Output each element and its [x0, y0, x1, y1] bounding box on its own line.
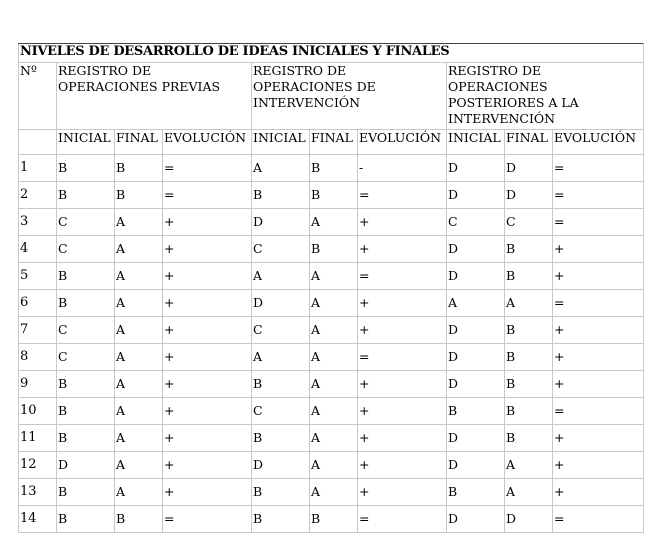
previas-evolucion-cell: +: [163, 317, 252, 344]
document-sheet: [18, 43, 643, 533]
posteriores-final-cell: B: [505, 371, 553, 398]
previas-evolucion-cell: +: [163, 452, 252, 479]
row-number-cell: 8: [19, 344, 57, 371]
posteriores-evolucion-cell: +: [553, 452, 644, 479]
previas-final-cell: A: [115, 344, 163, 371]
intervencion-inicial-cell: B: [252, 371, 310, 398]
posteriores-inicial-cell: A: [447, 290, 505, 317]
row-number-cell: 11: [19, 425, 57, 452]
subheader-inicial: INICIAL: [252, 130, 310, 155]
row-number-cell: 2: [19, 182, 57, 209]
previas-final-cell: B: [115, 155, 163, 182]
previas-final-cell: A: [115, 263, 163, 290]
previas-inicial-cell: B: [57, 479, 115, 506]
posteriores-evolucion-cell: =: [553, 506, 644, 533]
posteriores-final-cell: D: [505, 506, 553, 533]
previas-inicial-cell: C: [57, 317, 115, 344]
intervencion-final-cell: A: [310, 398, 358, 425]
table-row: [19, 263, 644, 290]
posteriores-evolucion-cell: =: [553, 398, 644, 425]
previas-final-cell: A: [115, 398, 163, 425]
previas-evolucion-cell: +: [163, 371, 252, 398]
posteriores-final-cell: B: [505, 344, 553, 371]
previas-evolucion-cell: +: [163, 479, 252, 506]
intervencion-inicial-cell: C: [252, 317, 310, 344]
posteriores-evolucion-cell: +: [553, 236, 644, 263]
intervencion-evolucion-cell: +: [358, 398, 447, 425]
previas-evolucion-cell: +: [163, 344, 252, 371]
posteriores-final-cell: B: [505, 317, 553, 344]
posteriores-inicial-cell: D: [447, 344, 505, 371]
row-number-cell: 7: [19, 317, 57, 344]
posteriores-inicial-cell: D: [447, 155, 505, 182]
table-row: [19, 155, 644, 182]
posteriores-inicial-cell: D: [447, 452, 505, 479]
subheader-final: FINAL: [310, 130, 358, 155]
intervencion-inicial-cell: B: [252, 425, 310, 452]
intervencion-evolucion-cell: +: [358, 236, 447, 263]
row-number-cell: 3: [19, 209, 57, 236]
intervencion-final-cell: A: [310, 290, 358, 317]
intervencion-inicial-cell: C: [252, 236, 310, 263]
table-row: [19, 452, 644, 479]
previas-evolucion-cell: +: [163, 263, 252, 290]
intervencion-inicial-cell: D: [252, 452, 310, 479]
intervencion-evolucion-cell: =: [358, 344, 447, 371]
group-header-row: [19, 63, 644, 130]
subheader-inicial: INICIAL: [57, 130, 115, 155]
intervencion-evolucion-cell: +: [358, 371, 447, 398]
previas-inicial-cell: B: [57, 425, 115, 452]
subheader-inicial: INICIAL: [447, 130, 505, 155]
subheader-final: FINAL: [115, 130, 163, 155]
intervencion-final-cell: A: [310, 452, 358, 479]
intervencion-inicial-cell: A: [252, 344, 310, 371]
posteriores-final-cell: D: [505, 155, 553, 182]
table-row: [19, 317, 644, 344]
intervencion-evolucion-cell: +: [358, 209, 447, 236]
group-header-previas: REGISTRO DE OPERACIONES PREVIAS: [57, 63, 252, 130]
posteriores-final-cell: B: [505, 236, 553, 263]
posteriores-evolucion-cell: +: [553, 479, 644, 506]
intervencion-evolucion-cell: +: [358, 425, 447, 452]
previas-evolucion-cell: +: [163, 209, 252, 236]
previas-evolucion-cell: +: [163, 236, 252, 263]
intervencion-final-cell: A: [310, 479, 358, 506]
posteriores-inicial-cell: B: [447, 479, 505, 506]
posteriores-evolucion-cell: +: [553, 425, 644, 452]
intervencion-inicial-cell: B: [252, 506, 310, 533]
row-number-cell: 6: [19, 290, 57, 317]
previas-evolucion-cell: =: [163, 506, 252, 533]
posteriores-final-cell: B: [505, 398, 553, 425]
row-number-cell: 1: [19, 155, 57, 182]
intervencion-final-cell: A: [310, 371, 358, 398]
row-number-cell: 12: [19, 452, 57, 479]
previas-final-cell: A: [115, 479, 163, 506]
posteriores-final-cell: A: [505, 452, 553, 479]
posteriores-evolucion-cell: =: [553, 290, 644, 317]
table-title-row: [19, 44, 644, 63]
intervencion-evolucion-cell: +: [358, 317, 447, 344]
intervencion-evolucion-cell: +: [358, 452, 447, 479]
table-row: [19, 236, 644, 263]
row-number-cell: 5: [19, 263, 57, 290]
intervencion-inicial-cell: D: [252, 209, 310, 236]
previas-evolucion-cell: +: [163, 398, 252, 425]
posteriores-inicial-cell: D: [447, 425, 505, 452]
previas-inicial-cell: B: [57, 182, 115, 209]
previas-final-cell: A: [115, 317, 163, 344]
number-header: Nº: [19, 63, 57, 130]
previas-inicial-cell: C: [57, 344, 115, 371]
posteriores-inicial-cell: D: [447, 317, 505, 344]
previas-final-cell: B: [115, 506, 163, 533]
previas-inicial-cell: C: [57, 209, 115, 236]
previas-inicial-cell: D: [57, 452, 115, 479]
intervencion-final-cell: A: [310, 209, 358, 236]
table-row: [19, 506, 644, 533]
intervencion-inicial-cell: B: [252, 182, 310, 209]
subheader-row: [19, 130, 644, 155]
previas-evolucion-cell: +: [163, 290, 252, 317]
previas-inicial-cell: B: [57, 155, 115, 182]
previas-evolucion-cell: =: [163, 155, 252, 182]
posteriores-evolucion-cell: +: [553, 317, 644, 344]
posteriores-final-cell: B: [505, 425, 553, 452]
previas-inicial-cell: B: [57, 506, 115, 533]
intervencion-evolucion-cell: +: [358, 290, 447, 317]
row-number-cell: 13: [19, 479, 57, 506]
intervencion-final-cell: B: [310, 236, 358, 263]
intervencion-evolucion-cell: =: [358, 506, 447, 533]
intervencion-final-cell: B: [310, 182, 358, 209]
intervencion-final-cell: B: [310, 155, 358, 182]
posteriores-inicial-cell: D: [447, 371, 505, 398]
table-title: NIVELES DE DESARROLLO DE IDEAS INICIALES Y FINALES: [19, 44, 644, 63]
previas-final-cell: A: [115, 371, 163, 398]
row-number-cell: 9: [19, 371, 57, 398]
posteriores-inicial-cell: B: [447, 398, 505, 425]
intervencion-final-cell: A: [310, 317, 358, 344]
posteriores-evolucion-cell: +: [553, 371, 644, 398]
previas-final-cell: A: [115, 236, 163, 263]
intervencion-inicial-cell: C: [252, 398, 310, 425]
posteriores-inicial-cell: D: [447, 506, 505, 533]
intervencion-evolucion-cell: -: [358, 155, 447, 182]
posteriores-evolucion-cell: +: [553, 344, 644, 371]
ideas-levels-table: [18, 43, 644, 533]
previas-final-cell: A: [115, 452, 163, 479]
posteriores-final-cell: B: [505, 263, 553, 290]
posteriores-inicial-cell: D: [447, 182, 505, 209]
previas-inicial-cell: B: [57, 398, 115, 425]
posteriores-inicial-cell: D: [447, 236, 505, 263]
posteriores-final-cell: C: [505, 209, 553, 236]
table-row: [19, 290, 644, 317]
table-row: [19, 398, 644, 425]
subheader-evolucion: EVOLUCIÓN: [163, 130, 252, 155]
group-header-intervencion: REGISTRO DE OPERACIONES DE INTERVENCIÓN: [252, 63, 447, 130]
row-number-cell: 14: [19, 506, 57, 533]
table-row: [19, 425, 644, 452]
posteriores-evolucion-cell: =: [553, 155, 644, 182]
previas-final-cell: A: [115, 425, 163, 452]
subheader-evolucion: EVOLUCIÓN: [553, 130, 644, 155]
intervencion-final-cell: B: [310, 506, 358, 533]
intervencion-inicial-cell: A: [252, 263, 310, 290]
previas-final-cell: A: [115, 209, 163, 236]
table-row: [19, 479, 644, 506]
group-header-posteriores: REGISTRO DE OPERACIONES POSTERIORES A LA INTERVENCIÓN: [447, 63, 644, 130]
previas-final-cell: A: [115, 290, 163, 317]
posteriores-evolucion-cell: =: [553, 182, 644, 209]
intervencion-evolucion-cell: =: [358, 263, 447, 290]
table-row: [19, 209, 644, 236]
intervencion-inicial-cell: B: [252, 479, 310, 506]
subheader-final: FINAL: [505, 130, 553, 155]
previas-inicial-cell: B: [57, 371, 115, 398]
intervencion-inicial-cell: D: [252, 290, 310, 317]
posteriores-inicial-cell: D: [447, 263, 505, 290]
posteriores-inicial-cell: C: [447, 209, 505, 236]
posteriores-evolucion-cell: +: [553, 263, 644, 290]
intervencion-final-cell: A: [310, 344, 358, 371]
intervencion-final-cell: A: [310, 425, 358, 452]
subheader-evolucion: EVOLUCIÓN: [358, 130, 447, 155]
posteriores-final-cell: A: [505, 479, 553, 506]
intervencion-inicial-cell: A: [252, 155, 310, 182]
subheader-blank: [19, 130, 57, 155]
intervencion-evolucion-cell: +: [358, 479, 447, 506]
posteriores-evolucion-cell: =: [553, 209, 644, 236]
previas-evolucion-cell: +: [163, 425, 252, 452]
previas-evolucion-cell: =: [163, 182, 252, 209]
table-row: [19, 182, 644, 209]
intervencion-final-cell: A: [310, 263, 358, 290]
previas-inicial-cell: C: [57, 236, 115, 263]
intervencion-evolucion-cell: =: [358, 182, 447, 209]
posteriores-final-cell: A: [505, 290, 553, 317]
row-number-cell: 4: [19, 236, 57, 263]
table-row: [19, 344, 644, 371]
previas-final-cell: B: [115, 182, 163, 209]
previas-inicial-cell: B: [57, 290, 115, 317]
previas-inicial-cell: B: [57, 263, 115, 290]
posteriores-final-cell: D: [505, 182, 553, 209]
row-number-cell: 10: [19, 398, 57, 425]
table-row: [19, 371, 644, 398]
